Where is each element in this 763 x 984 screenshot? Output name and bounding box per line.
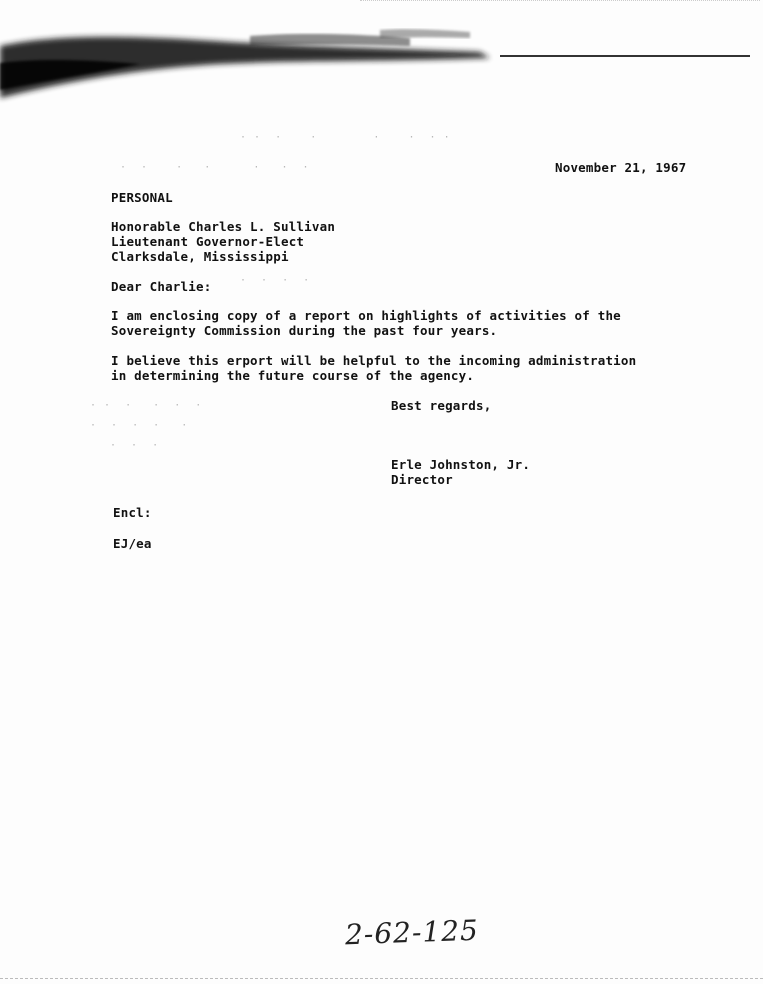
closing: Best regards,: [391, 398, 492, 413]
recipient-name: Honorable Charles L. Sullivan: [111, 219, 336, 234]
salutation: Dear Charlie:: [111, 279, 212, 294]
signer-name: Erle Johnston, Jr.: [391, 457, 531, 472]
scan-smudge: [0, 18, 763, 118]
scan-edge-dots: [360, 0, 760, 2]
letter-date: November 21, 1967: [555, 160, 687, 175]
scan-rule-line: [500, 55, 750, 57]
recipient-location: Clarksdale, Mississippi: [111, 249, 289, 264]
body-paragraph-2-line-2: in determining the future course of the agency.: [111, 368, 475, 383]
bleed-through-text: · · · · ·: [90, 420, 189, 431]
recipient-title: Lieutenant Governor-Elect: [111, 234, 305, 249]
body-paragraph-1-line-1: I am enclosing copy of a report on highlights of activities of the: [111, 308, 621, 323]
body-paragraph-1-line-2: Sovereignty Commission during the past four years.: [111, 323, 498, 338]
signer-title: Director: [391, 472, 453, 487]
personal-marking: PERSONAL: [111, 190, 173, 205]
bleed-through-text: · · · · · · · ·: [240, 132, 451, 143]
bleed-through-text: · · ·: [110, 440, 160, 451]
bleed-through-text: · · · ·: [240, 275, 311, 286]
typist-initials: EJ/ea: [113, 536, 152, 551]
enclosure-notation: Encl:: [113, 505, 152, 520]
scan-bottom-edge: [0, 978, 763, 980]
handwritten-file-number: 2-62-125: [344, 913, 480, 952]
body-paragraph-2-line-1: I believe this erport will be helpful to the incoming administration: [111, 353, 637, 368]
bleed-through-text: · · · · · ·: [90, 400, 203, 411]
bleed-through-text: · · · · · · ·: [120, 162, 310, 173]
